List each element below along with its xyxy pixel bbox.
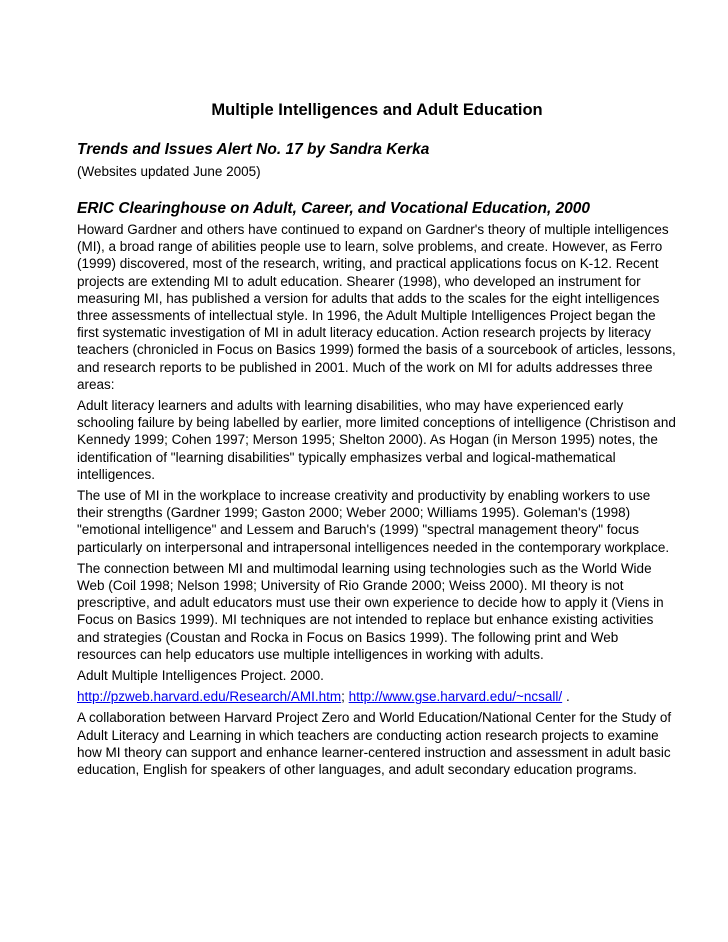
paragraph-intro: Howard Gardner and others have continued to expand on Gardner's theory of multiple intelligences (MI), a broad range of abilities people use to learn, solve problems, and create. However, as Ferro (1999) discovered, most of the research, writing, and practical applications focus on K-12. Recent projects are extending MI to adult education. Shearer (1998), who developed an instrument for measuring MI, has published a version for adults that adds to the scales for the eight intelligences three assessments of intellectual style. In 1996, the Adult Multiple Intelligences Project began the first systematic investigation of MI in adult literacy education. Action research projects by literacy teachers (chronicled in Focus on Basics 1999) formed the basis of a sourcebook of articles, lessons, and research reports to be published in 2001. Much of the work on MI for adults addresses three areas: [77, 222, 676, 392]
paragraph-workplace: The use of MI in the workplace to increase creativity and productivity by enabling workers to use their strengths (Gardner 1999; Gaston 2000; Weber 2000; Williams 1995). Goleman's (1998) "emotional intelligence" and Lessem and Baruch's (1999) "spectral management theory" focus particularly on interpersonal and intrapersonal intelligences needed in the contemporary workplace. [77, 488, 670, 555]
paragraph-technology: The connection between MI and multimodal learning using technologies such as the World Wide Web (Coil 1998; Nelson 1998; University of Rio Grande 2000; Weiss 2000). MI theory is not prescriptive, and adult educators must use their own experience to decide how to apply it (Viens in Focus on Basics 1999). MI techniques are not intended to replace but enhance existing activities and strategies (Coustan and Rocka in Focus on Basics 1999). The following print and Web resources can help educators use multiple intelligences in working with adults. [77, 560, 664, 662]
resource-citation: Adult Multiple Intelligences Project. 2000. [77, 668, 324, 684]
resource-links [77, 688, 677, 705]
document-subtitle: Trends and Issues Alert No. 17 by Sandra Kerka [77, 141, 430, 158]
resource-description: A collaboration between Harvard Project Zero and World Education/National Center for the Study of Adult Literacy and Learning in which teachers are conducting action research projects to examine how MI theory can support and enhance learner-centered instruction and assessment in adult basic education, English for speakers of other languages, and adult secondary education programs. [77, 710, 672, 778]
paragraph-literacy-learners: Adult literacy learners and adults with learning disabilities, who may have experienced early schooling failure by being labelled by earlier, more limited conceptions of intelligence (Christison and Kennedy 1999; Cohen 1997; Merson 1995; Shelton 2000). As Hogan (in Merson 1995) notes, the identification of "learning disabilities" typically emphasizes verbal and logical-mathematical intelligences. [77, 398, 676, 482]
link-end-period: . [565, 689, 570, 705]
page-title: Multiple Intelligences and Adult Education [211, 101, 543, 119]
link-pzweb-ami[interactable]: http://pzweb.harvard.edu/Research/AMI.htm [77, 689, 342, 705]
organization-heading: ERIC Clearinghouse on Adult, Career, and Vocational Education, 2000 [77, 200, 591, 217]
link-separator: ; [341, 689, 345, 705]
link-gse-ncsall[interactable]: http://www.gse.harvard.edu/~ncsall/ [348, 689, 563, 705]
document-body [77, 221, 677, 782]
updated-note: (Websites updated June 2005) [77, 164, 261, 179]
